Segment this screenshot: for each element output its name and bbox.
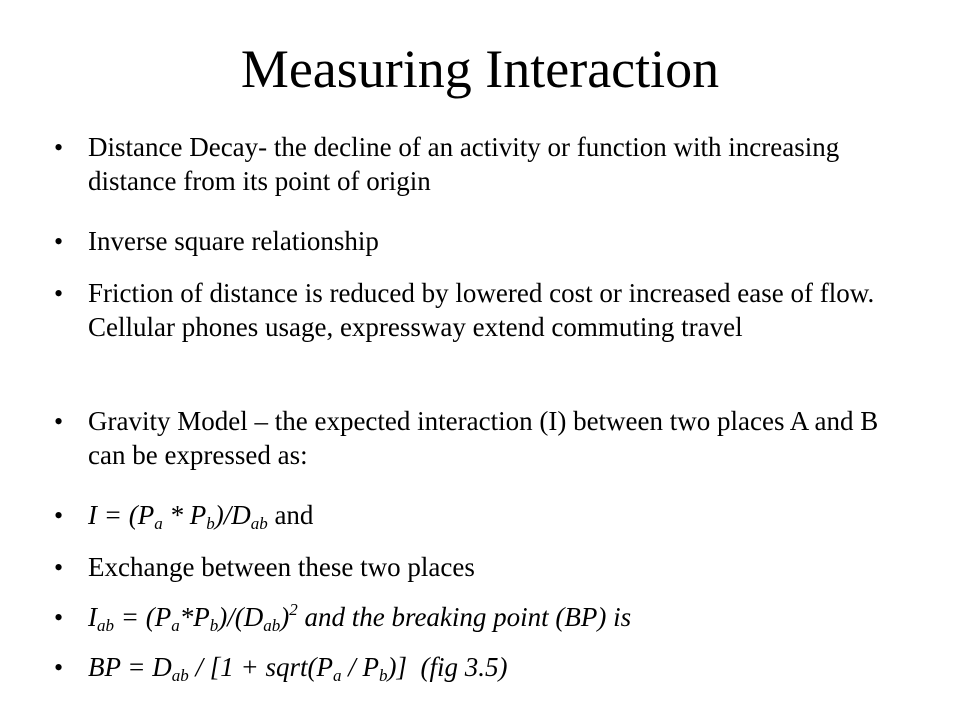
bullet-marker: • [54, 227, 64, 256]
bullet-text: Friction of distance is reduced by lowered cost or increased ease of flow. Cellular phones usage, expressway extend commuting travel [88, 278, 875, 342]
bullet-marker: • [54, 279, 64, 308]
formula-breaking-point: BP = $D_{ab} / [1$ + $sqrt(P_a / P_b)$] (fig 3.5) [88, 652, 508, 685]
bullet-text: Exchange between these two places [88, 552, 475, 582]
bullet-marker: • [54, 407, 64, 436]
slide-title: Measuring Interaction [240, 39, 720, 99]
bullet-text: Gravity Model – the expected interaction (I) between two places A and B can be expressed as: [88, 406, 879, 470]
bullet-marker: • [54, 133, 64, 162]
bullet-text: Distance Decay- the decline of an activity or function with increasing distance from its point of origin [88, 132, 840, 196]
formula-exchange: $I_{ab} = (P_a*P_b)/(D_{ab})^2$ and the breaking point (BP) is [88, 600, 632, 635]
bullet-marker: • [54, 501, 64, 530]
bullet-marker: • [54, 653, 64, 682]
formula-interaction: $I = (P_a * P_b)/D_{ab}$ and [88, 500, 314, 533]
bullet-marker: • [54, 553, 64, 582]
bullet-text: Inverse square relationship [88, 226, 379, 256]
bullet-marker: • [54, 603, 64, 632]
